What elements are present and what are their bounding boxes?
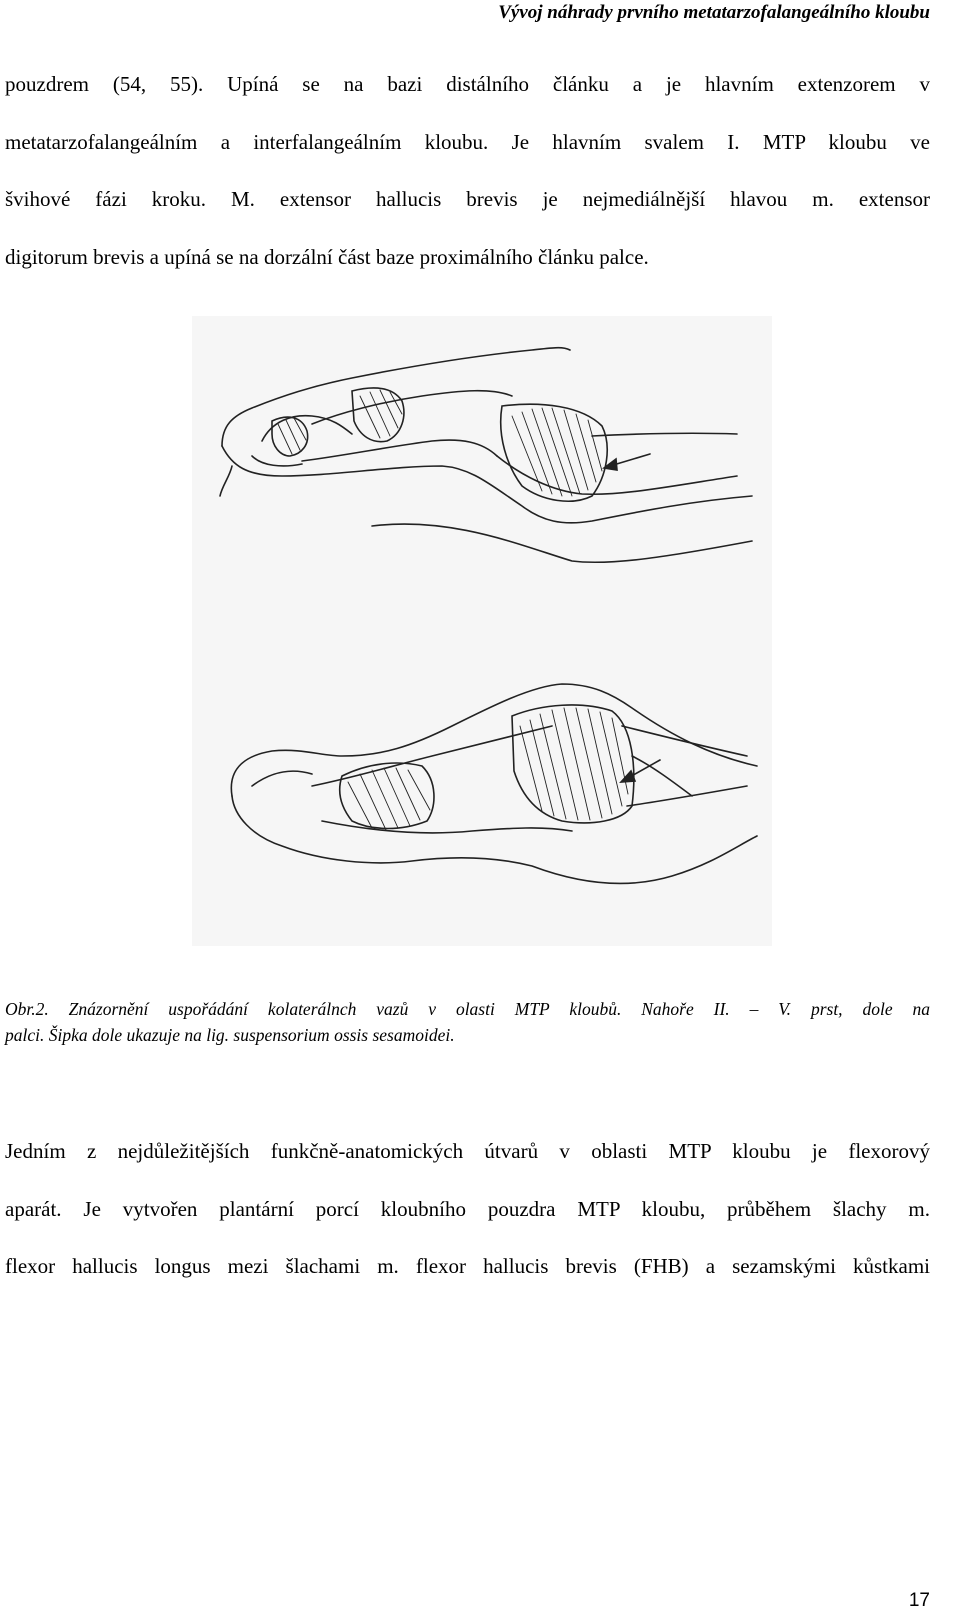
text-line: aparát. Je vytvořen plantární porcí kloubního pouzdra MTP kloubu, průběhem šlachy m. bbox=[5, 1196, 930, 1221]
text-line: pouzdrem (54, 55). Upíná se na bazi distálního článku a je hlavním extenzorem v bbox=[5, 72, 930, 96]
anatomical-figure bbox=[192, 316, 772, 946]
toe-drawing-lesser-toe bbox=[220, 348, 752, 563]
arrow-icon bbox=[621, 760, 660, 782]
page-number: 17 bbox=[908, 1590, 930, 1611]
caption-line: Obr.2. Znázornění uspořádání kolaterálnch vazů v olasti MTP kloubů. Nahoře II. – V. prst, dole na bbox=[5, 999, 930, 1019]
arrow-icon bbox=[604, 454, 650, 470]
paragraph-1 bbox=[5, 56, 930, 286]
paragraph-2 bbox=[5, 1123, 930, 1296]
text-line: metatarzofalangeálním a interfalangeálním kloubu. Je hlavním svalem I. MTP kloubu ve bbox=[5, 129, 930, 154]
figure-caption bbox=[5, 996, 930, 1048]
text-line: Jedním z nejdůležitějších funkčně-anatomických útvarů v oblasti MTP kloubu je flexorový bbox=[5, 1139, 930, 1163]
text-line: flexor hallucis longus mezi šlachami m. flexor hallucis brevis (FHB) a sezamskými kůstkami bbox=[5, 1254, 930, 1278]
running-header: Vývoj náhrady prvního metatarzofalangeálního kloubu bbox=[498, 2, 930, 23]
text-line: švihové fázi kroku. M. extensor hallucis brevis je nejmediálnější hlavou m. extensor bbox=[5, 187, 930, 211]
toe-drawing-hallux bbox=[231, 684, 757, 883]
text-line: digitorum brevis a upíná se na dorzální část baze proximálního článku palce. bbox=[5, 244, 649, 269]
caption-line: palci. Šipka dole ukazuje na lig. suspensorium ossis sesamoidei. bbox=[5, 1025, 455, 1045]
